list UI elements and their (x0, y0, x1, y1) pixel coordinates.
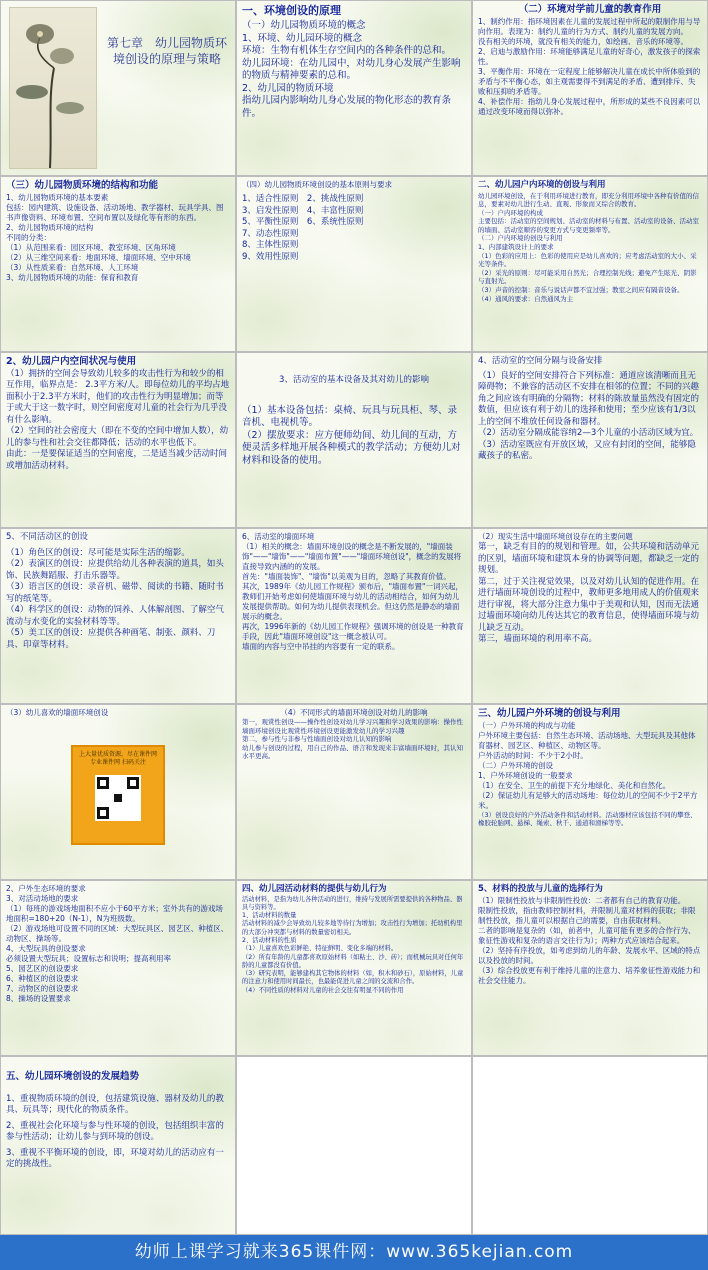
text-line: 1、活动材料的数量 (242, 912, 297, 920)
text-line: （2）保证幼儿有足够大的活动场地：每位幼儿的空间不少于2平方米。 (478, 790, 698, 810)
text-line: （3）声音的控制：音乐与说话声都不宜过强；教室之间应有隔音设备。 (478, 286, 684, 295)
text-line: 必须设置大型玩具；设置标志和说明；提高利用率 (6, 954, 171, 963)
slide-3 (472, 0, 708, 176)
text-line: 第一，观赏性创设——操作性创设对幼儿学习兴趣和学习效果的影响：操作性墙面环境创设比观赏性环境创设更能激发幼儿的学习兴趣 (242, 718, 463, 735)
text-line: 第二，参与性与非参与性墙面创设对幼儿认知的影响 (242, 735, 392, 744)
text-line: 1、内部建筑设计上的要求 (478, 243, 554, 252)
text-line: 二者的影响是复杂的（如，前者中，儿童可能有更多的合作行为、象征性游戏和复杂的语言交往行为）；两种方式应该结合起来。 (478, 925, 696, 945)
qr-code-card[interactable] (71, 745, 165, 845)
empty-cell (236, 1056, 472, 1235)
slide-13 (0, 704, 236, 880)
text-line: （2）活动室分隔成能容纳2—3个儿童的小活动区域为宜。 (478, 428, 699, 438)
text-line: 1、幼儿园物质环境的基本要素 (6, 192, 109, 202)
text-line: 3、平衡作用：环境在一定程度上能够解决儿童在成长中所体验到的矛盾与不平衡心态，如主观需要得不到满足的矛盾、遭到排斥、失败和压抑的矛盾等。 (478, 66, 701, 96)
text-line: 6、种植区的创设要求 (6, 974, 79, 983)
text-line: 指幼儿园内影响幼儿身心发展的物化形态的教育条件。 (242, 95, 452, 119)
slide-18 (472, 880, 708, 1056)
slide-heading: 2、幼儿园户内空间状况与使用 (6, 356, 137, 367)
slide-14 (236, 704, 472, 880)
slide-8 (236, 352, 472, 528)
slide-heading: 2、户外生态环境的要求 (6, 884, 86, 893)
slide-heading: 五、幼儿园环境创设的发展趋势 (6, 1071, 140, 1082)
text-line: 不同的分类： (6, 232, 51, 242)
text-line: 1、重视物质环境的创设，包括建筑设施、器材及幼儿的教具、玩具等；现代化的物质条件。 (6, 1093, 224, 1115)
text-line: 由此：一是要保证适当的空间密度，二是适当减少活动时间或增加活动材料。 (6, 449, 228, 471)
text-line: 2、幼儿园物质环境的结构 (6, 222, 94, 232)
text-line: 1、制约作用：指环境因素在儿童的发展过程中所起的限制作用与导向作用。表现为：制约儿童的行为方式、制约儿童的发展方向。 (478, 16, 701, 36)
slide-heading: 6、活动室的墙面环境 (242, 532, 315, 541)
text-line: 3、重视不平衡环境的创设，即，环境对幼儿的活动应有一定的挑战性。 (6, 1147, 224, 1169)
text-line: 2、幼儿园的物质环境 (242, 82, 334, 94)
text-line: （2）表演区的创设：应提供给幼儿各种表演的道具，如头饰、民族舞蹈服、打击乐器等。 (6, 559, 224, 581)
text-line: （1）限制性投放与非限制性投放：二者都有自己的教育功能。 (478, 895, 686, 905)
slide-19 (0, 1056, 236, 1235)
slide-heading: （四）幼儿园物质环境创设的基本原则与要求 (242, 180, 392, 189)
footer-banner[interactable]: 幼师上课学习就来365课件网：www.365kejian.com (0, 1235, 708, 1270)
text-line: （2）从三维空间来看：地面环境、墙面环境、空中环境 (6, 252, 191, 262)
text-line: 户外活动的时间：不少于2小时。 (478, 750, 588, 760)
text-line: 2、活动材料的性质 (242, 936, 297, 944)
text-line: （1）相关的概念：墙面环境创设的概念是不断发展的，"墙面装饰"——"墙饰"——"墙面布置"——"墙面环境创设"，概念的发展将直接导致内涵的的发展。 (242, 542, 462, 571)
text-line: 1、户外环境创设的一般要求 (478, 770, 573, 780)
slide-heading: （3）幼儿喜欢的墙面环境创设 (6, 708, 109, 717)
slide-10 (0, 528, 236, 704)
slide-11 (236, 528, 472, 704)
slide-heading: 二、幼儿园户内环境的创设与利用 (478, 180, 606, 190)
text-line: （2）坚持有序投放，如考虑到幼儿的年龄、发展水平、区域的特点以及投放的时间。 (478, 945, 701, 965)
text-line: （3）综合投放更有利于维持儿童的注意力、培养象征性游戏能力和社会交往能力。 (478, 965, 701, 985)
text-line: 3、启发性原则 4、丰富性原则 (242, 205, 364, 216)
text-line: 墙面的内容与空中吊挂的内容要有一定的联系。 (242, 642, 400, 651)
text-line: 5、平衡性原则 6、系统性原则 (242, 217, 364, 227)
empty-cell (472, 1056, 708, 1235)
text-line: （一）户外环境的构成与功能 (478, 720, 576, 730)
text-line: （1）每班的游戏场地面积不应小于60平方米；室外共有的游戏场地面积=180+20（N-1），N为班级数。 (6, 904, 223, 923)
text-line: 幼儿园环境：在幼儿园中，对幼儿身心发展产生影响的物质与精神要素的总和。 (242, 57, 461, 81)
text-line: 环境：生物有机体生存空间内的各种条件的总和。 (242, 45, 452, 56)
text-line: 活动材料，是指为幼儿各种活动的进行，维持与发展所需要提供的各种物品、器具与资料等。 (242, 895, 463, 911)
text-line: 8、主体性原则 (242, 240, 299, 250)
text-line: （3）从性质来看：自然环境、人工环境 (6, 262, 139, 272)
slide-15 (472, 704, 708, 880)
text-line: （3）创设良好的户外活动条件和活动材料。活动器材应该包括不同的攀登、橡胶轮胎网、悬梯、绳索、秋千、通道和滑梯等等。 (478, 810, 697, 828)
text-line: 限制性投放，指由教师控制材料，并限制儿童对材料的获取；非限制性投放，指儿童可以根据自己的需要，自由获取材料。 (478, 905, 696, 925)
text-line: 2、重视社会化环境与参与性环境的创设，包括组织丰富的参与性活动；让幼儿参与到环境的创设。 (6, 1120, 224, 1142)
text-line: 主要包括：活动室的空间规划、活动室的材料与布置、活动室的设备、活动室的墙面、活动室顺容的变更方式与变更频率等。 (478, 217, 699, 234)
slide-16 (0, 880, 236, 1056)
slide-heading: （2）现实生活中墙面环境创设存在的主要问题 (478, 532, 633, 541)
text-line: 7、动态性原则 (242, 228, 299, 239)
qr-caption: 上大量优质资源，尽在课件网专业课件网 扫码关注 (78, 751, 157, 766)
text-line: （2）摆放要求：应方便师幼间、幼儿间的互动，方便灵活多样地开展各种模式的教学活动；方便幼儿对材料和设备的使用。 (242, 429, 461, 466)
text-line: 幼儿园环境创设，在于利用环境进行教育，即充分利用环境中各种有价值的信息，要素对幼儿进行生动、直观、形象而又综合的教育。 (478, 191, 699, 209)
text-line: 没有相关的环境，就没有相关的能力，如绘画、音乐的环境等。 (478, 36, 688, 46)
text-line: （1）拥挤的空间会导致幼儿较多的攻击性行为和较少的相互作用，临界点是： 2.3平方米/人。即每位幼儿的平均占地面积小于2.3平方米时，他们的攻击性行为明显增加；而等于或大于这一数字时，则空间密度对儿童的社会行为几乎没有什么影响。 (6, 368, 230, 425)
text-line: （4）科学区的创设：动物的饲养、人体解剖图、了解空气流动与水变化的实验材料等等。 (6, 605, 224, 627)
text-line: （二）户内环境的创设与利用 (478, 234, 563, 243)
slide-6 (472, 176, 708, 352)
text-line: 4、大型玩具的创设要求 (6, 944, 86, 953)
slide-heading: （三）幼儿园物质环境的结构和功能 (6, 180, 159, 191)
text-line: 第二，过于关注视觉效果，以及对幼儿认知的促进作用。在进行墙面环境创设的过程中，教师更多地用成人的价值观来进行审视，将大部分注意力集中于美观和认知，因而无法通过墙面环境向幼儿传达其它的教育信息，使得墙面环境与幼儿缺乏互动。 (478, 576, 700, 633)
slide-heading: 5、不同活动区的创设 (6, 532, 88, 542)
slide-4 (0, 176, 236, 352)
text-line: （4）不同性质的材料对儿童的社会交往有明显不同的作用 (242, 986, 404, 994)
text-line: （3）研究表明，能够建构其它物体的材料（如，积木和砂石），原始材料，儿童的注意力和使用时间最长，也最能促进儿童之间的交流和合作。 (242, 970, 464, 986)
text-line: （1）角色区的创设：尽可能是实际生活的缩影。 (6, 547, 190, 558)
text-line: （1）从范围来看：园区环境、教室环境、区角环境 (6, 242, 176, 252)
text-line: 1、环境、幼儿园环境的概念 (242, 32, 363, 44)
slide-heading: 5、材料的投放与儿童的选择行为 (478, 884, 603, 894)
text-line: （1）儿童喜欢色彩鲜艳、特征鲜明、变化多端的材料。 (242, 945, 398, 953)
text-line: （一）幼儿园物质环境的概念 (242, 20, 366, 31)
text-line: （1）基本设备包括：桌椅、玩具与玩具柜、琴、录音机、电视机等。 (242, 404, 458, 428)
slide-heading: 三、幼儿园户外环境的创设与利用 (478, 708, 621, 719)
text-line: 第一，缺乏有目的的规划和管理。如，公共环境和活动单元的区别，墙面环境和建筑本身的协调等问题，都缺乏一定的规划。 (478, 542, 700, 575)
text-line: （2）空间的社会密度大（即在不变的空间中增加人数），幼儿的参与性和社会交往都降低；活动的水平也低下。 (6, 426, 229, 448)
text-line: 再次，1996年新的《幼儿园工作规程》强调环境的创设是一种教育手段，因此"墙面环境创设"这一概念被认可。 (242, 622, 464, 641)
text-line: 其次，1989年《幼儿园工作规程》颁布后，"墙面布置"一词兴起，教师们开始考虑如何使墙面环境与幼儿的活动相结合，如何为幼儿发展提供帮助。如何为幼儿提供表现机会。但这仍然是静态的墙面展示的概念。 (242, 582, 463, 621)
text-line: 第三，墙面环境的利用率不高。 (478, 634, 598, 644)
text-line: （5）美工区的创设：应提供各种画笔、制张、颜料、刀具、印章等材料。 (6, 628, 216, 650)
text-line: （1）在安全、卫生的前提下充分地绿化、美化和自然化。 (478, 780, 671, 790)
text-line: 幼儿参与创设的过程，用自己的作品、语言和发现来丰富墙面环境时，其认知水平更高。 (242, 743, 463, 761)
text-line: （3）活动室既应有开放区域，又应有封闭的空间，能够隐藏孩子的私密。 (478, 439, 696, 461)
text-line: （2）所有年龄的儿童都喜欢原始材料（如粘土、沙、砖）；而机械玩具对任何年龄的儿童都没有价值。 (242, 953, 464, 969)
cover-ink-painting (9, 7, 97, 169)
slide-heading: （4）不同形式的墙面环境创设对幼儿的影响 (280, 708, 428, 717)
slide-2 (236, 0, 472, 176)
text-line: 4、补偿作用：指幼儿身心发展过程中，所形成的某些不良因素可以通过改变环境而得以弥补。 (478, 96, 701, 116)
slide-heading: 一、环境创设的原理 (242, 4, 341, 17)
text-line: 活动材料的减少会导致幼儿较多地等待行为增加；攻击性行为增加；托幼机构里的大部分冲突都与材料的数量密切相关。 (242, 920, 463, 936)
slide-cover (0, 0, 236, 176)
slide-9 (472, 352, 708, 528)
text-line: （1）色彩的应用上：色彩的使用应是幼儿喜欢的；应考虑活动室的大小、采光等条件。 (478, 251, 697, 269)
text-line: 5、园艺区的创设要求 (6, 964, 79, 973)
text-line: 3、对活动场地的要求 (6, 894, 79, 903)
qr-code-icon (95, 775, 141, 821)
text-line: 9、效用性原则 (242, 251, 299, 262)
text-line: 7、动物区的创设要求 (6, 984, 79, 993)
slide-heading: 4、活动室的空间分隔与设备安排 (478, 356, 603, 366)
slide-5 (236, 176, 472, 352)
slide-12 (472, 528, 708, 704)
text-line: 户外环境主要包括：自然生态环境、活动场地、大型玩具及其他体育器材、园艺区、种植区、动物区等。 (478, 730, 696, 750)
slide-heading: 四、幼儿园活动材料的提供与幼儿行为 (242, 884, 387, 894)
text-line: （2）游戏场地可设置不同的区域：大型玩具区、园艺区、种植区、动物区、操场等。 (6, 924, 229, 943)
slide-17 (236, 880, 472, 1056)
slide-heading: （二）环境对学前儿童的教育作用 (518, 4, 662, 15)
text-line: （二）户外环境的创设 (478, 760, 553, 770)
text-line: （3）语言区的创设：录音机、磁带、阅读的书籍、随时书写的纸笔等。 (6, 582, 224, 604)
text-line: 8、操场的设置要求 (6, 994, 71, 1003)
text-line: 包括：园内建筑、设施设备、活动场地、教学器材、玩具学具、图书声像资料、环境布置、空间布置以及绿化等有形的东西。 (6, 202, 224, 222)
text-line: 2、启迪与激励作用：环境能够满足儿童的好奇心，激发孩子的探索性。 (478, 46, 701, 66)
text-line: 首先："墙面装饰"、"墙饰"以美观为目的，忽略了其教育价值。 (242, 572, 451, 581)
ink-flower-icon (10, 8, 96, 168)
text-line: （2）采光的原则：尽可能采用自然光；合理控制光线；避免产生眩光、阴影与直射光。 (478, 268, 697, 286)
text-line: （4）通风的要求：自然通风为主 (478, 294, 574, 303)
text-line: 3、幼儿园物质环境的功能：保育和教育 (6, 272, 139, 282)
slide-7 (0, 352, 236, 528)
text-line: 1、适合性原则 2、挑战性原则 (242, 194, 364, 204)
chapter-title: 第七章 幼儿园物质环境创设的原理与策略 (106, 36, 227, 66)
slide-heading: 3、活动室的基本设备及其对幼儿的影响 (279, 375, 429, 385)
text-line: （1）良好的空间安排符合下列标准：通道应该清晰而且无障碍物；不兼容的活动区不安排在相邻的位置；不同的兴趣角之间应该有明确的分隔物；材料的陈放量虽然没有固定的数值，但应该有利于幼儿的选择和使用；至少应该有1/3以上的空间不堆放任何设备和器材。 (478, 370, 700, 427)
text-line: （一）户内环境的构成 (478, 208, 543, 217)
